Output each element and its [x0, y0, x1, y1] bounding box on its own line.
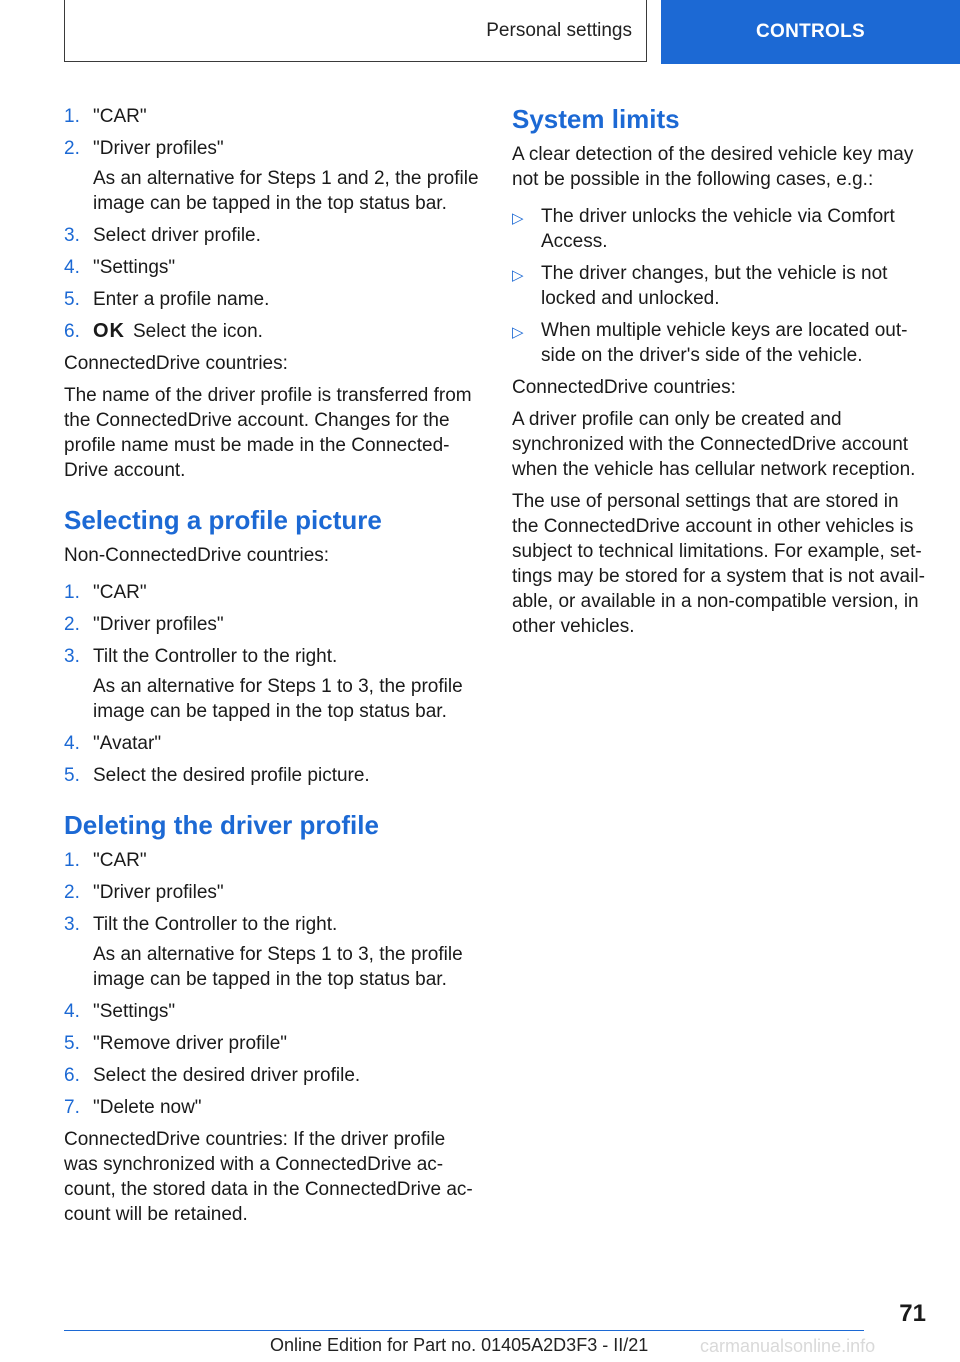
list-item: 5. Select the desired profile picture.	[64, 765, 370, 786]
heading-system-limits: System limits	[512, 104, 680, 134]
ok-icon: OK	[93, 320, 125, 342]
watermark: carmanualsonline.info	[700, 1336, 876, 1356]
cd-text: A driver profile can only be created and synchronized with the ConnectedDrive account when the vehicle has cellular network reception.	[512, 409, 916, 480]
list-item: 1. "CAR"	[64, 850, 147, 871]
list-item: 5. Enter a profile name.	[64, 289, 270, 310]
header-section-title: Personal settings	[64, 0, 647, 62]
list-item: 3. Tilt the Controller to the right.	[64, 646, 338, 667]
triangle-bullet-icon: ▷	[512, 267, 524, 284]
footer-divider	[64, 1330, 864, 1331]
list-item: 4. "Settings"	[64, 257, 176, 278]
list-item: ▷ When multiple vehicle keys are located out-side on the driver's side of the vehicle.	[512, 320, 908, 366]
triangle-bullet-icon: ▷	[512, 324, 524, 341]
list-item: 5. "Remove driver profile"	[64, 1033, 288, 1054]
limits-text: The use of personal settings that are stored in the ConnectedDrive account in other vehicles is subject to technical limitations. For example, set-tings may be stored for a system that is not avail-able, or available in a non-compatible version, in other vehicles.	[512, 491, 925, 637]
page-number: 71	[899, 1300, 926, 1327]
list-item: 1. "CAR"	[64, 582, 147, 603]
cd-text: The name of the driver profile is transferred from the ConnectedDrive account. Changes for the profile name must be made in the Connected-Drive account.	[64, 385, 472, 481]
list-item: 4. "Settings"	[64, 1001, 176, 1022]
triangle-bullet-icon: ▷	[512, 210, 524, 227]
rename-steps	[64, 104, 484, 344]
step-note: As an alternative for Steps 1 to 3, the profile image can be tapped in the top status bar.	[93, 676, 463, 722]
list-item: 1. "CAR"	[64, 106, 147, 127]
step-note: As an alternative for Steps 1 and 2, the profile image can be tapped in the top status bar.	[93, 168, 479, 214]
list-item: 2. "Driver profiles"	[64, 614, 224, 635]
left-column	[64, 104, 484, 1234]
picture-steps	[64, 580, 484, 788]
cd-label: ConnectedDrive countries:	[512, 377, 736, 398]
list-item: 6. OK Select the icon.	[64, 320, 263, 342]
step-note: As an alternative for Steps 1 to 3, the profile image can be tapped in the top status bar.	[93, 944, 463, 990]
heading-profile-picture: Selecting a profile picture	[64, 505, 382, 535]
limits-intro: A clear detection of the desired vehicle key may not be possible in the following cases, e.g.:	[512, 144, 914, 190]
list-item: 2. "Driver profiles"	[64, 138, 224, 159]
page-header	[64, 0, 960, 66]
delete-steps	[64, 848, 484, 1120]
list-item: 2. "Driver profiles"	[64, 882, 224, 903]
cd-label: ConnectedDrive countries:	[64, 353, 288, 374]
list-item: 4. "Avatar"	[64, 733, 162, 754]
list-item: 3. Select driver profile.	[64, 225, 261, 246]
delete-note: ConnectedDrive countries: If the driver profile was synchronized with a ConnectedDrive ac-count, the stored data in the ConnectedDrive ac-count will be retained.	[64, 1129, 473, 1225]
heading-delete-profile: Deleting the driver profile	[64, 810, 379, 840]
list-item: ▷ The driver unlocks the vehicle via Comfort Access.	[512, 206, 895, 252]
limits-bullets	[512, 204, 928, 368]
right-column	[512, 104, 928, 646]
list-item: ▷ The driver changes, but the vehicle is not locked and unlocked.	[512, 263, 888, 309]
header-chapter-tab: CONTROLS	[661, 0, 960, 64]
list-item: 7. "Delete now"	[64, 1097, 202, 1118]
noncd-label: Non-ConnectedDrive countries:	[64, 545, 330, 566]
list-item: 3. Tilt the Controller to the right.	[64, 914, 338, 935]
footer-edition: Online Edition for Part no. 01405A2D3F3 - II/21	[270, 1335, 649, 1355]
list-item: 6. Select the desired driver profile.	[64, 1065, 361, 1086]
